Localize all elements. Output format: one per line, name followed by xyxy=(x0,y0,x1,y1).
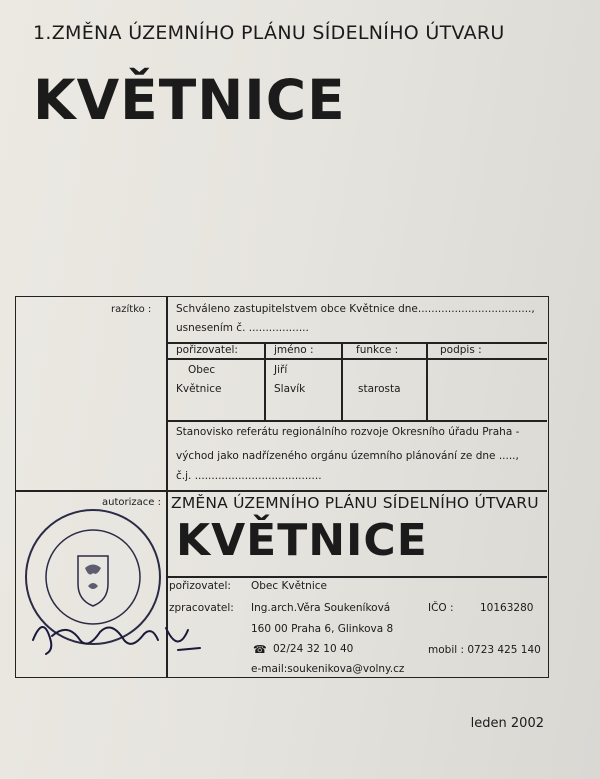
porizovatel-value-2: Květnice xyxy=(176,383,222,395)
ico-label: IČO : xyxy=(428,602,454,614)
stanovisko-line-2: východ jako nadřízeného orgánu územního plánování ze dne ....., xyxy=(176,450,519,462)
phone-number: 02/24 32 10 40 xyxy=(273,643,354,655)
section-name: KVĚTNICE xyxy=(176,515,428,566)
approval-line-1: Schváleno zastupitelstvem obce Květnice dne.................................., xyxy=(176,303,535,315)
zpracovatel-label: zpracovatel: xyxy=(169,602,234,614)
stanovisko-line-1: Stanovisko referátu regionálního rozvoje Okresního úřadu Praha - xyxy=(176,426,520,438)
document-date: leden 2002 xyxy=(470,716,544,731)
funkce-header: funkce : xyxy=(356,344,399,356)
email: e-mail:soukenikova@volny.cz xyxy=(251,663,405,675)
section-title: ZMĚNA ÚZEMNÍHO PLÁNU SÍDELNÍHO ÚTVARU xyxy=(171,494,539,512)
zpracovatel-name: Ing.arch.Věra Soukeníková xyxy=(251,602,391,614)
jmeno-header: jméno : xyxy=(274,344,314,356)
stanovisko-line-3: č.j. ...................................... xyxy=(176,470,322,482)
funkce-value: starosta xyxy=(358,383,401,395)
address: 160 00 Praha 6, Glinkova 8 xyxy=(251,623,394,635)
ico-value: 10163280 xyxy=(480,602,534,614)
autorizace-label: autorizace : xyxy=(102,497,161,508)
signature xyxy=(28,610,203,660)
mobile: mobil : 0723 425 140 xyxy=(428,644,541,656)
porizovatel-header: pořizovatel: xyxy=(176,344,238,356)
phone-icon: ☎ xyxy=(253,643,267,656)
approval-line-2: usnesením č. .................. xyxy=(176,322,309,334)
podpis-header: podpis : xyxy=(440,344,482,356)
razitko-label: razítko : xyxy=(111,304,152,315)
porizovatel-name: Obec Květnice xyxy=(251,580,327,592)
document-title: KVĚTNICE xyxy=(33,68,346,132)
document-subtitle: 1.ZMĚNA ÚZEMNÍHO PLÁNU SÍDELNÍHO ÚTVARU xyxy=(33,22,505,44)
jmeno-value-1: Jiří xyxy=(274,364,288,376)
porizovatel-label: pořizovatel: xyxy=(169,580,231,592)
jmeno-value-2: Slavík xyxy=(274,383,306,395)
porizovatel-value-1: Obec xyxy=(188,364,216,376)
